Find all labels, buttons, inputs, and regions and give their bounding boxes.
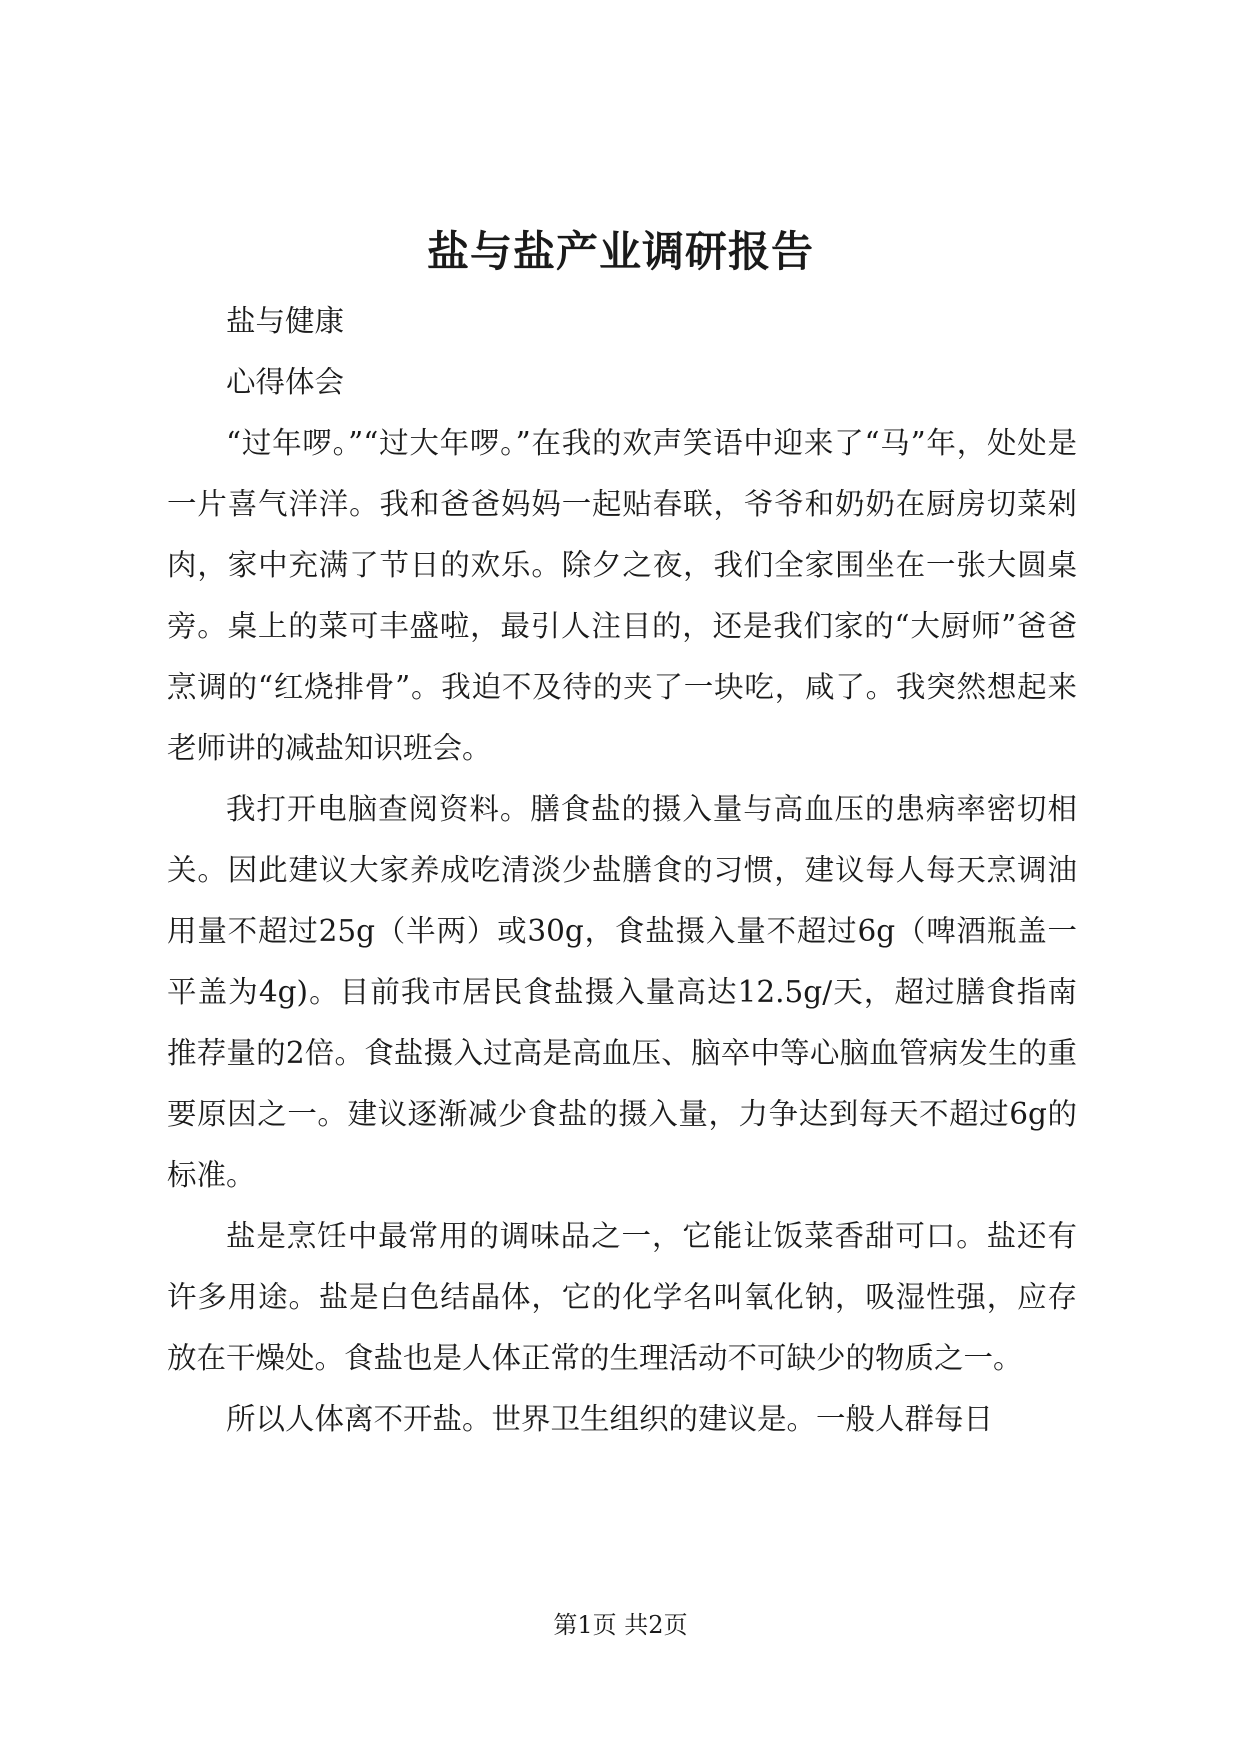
- paragraph: 我打开电脑查阅资料。膳食盐的摄入量与高血压的患病率密切相关。因此建议大家养成吃清淡少盐膳食的习惯，建议每人每天烹调油用量不超过25g（半两）或30g，食盐摄入量不超过6g（啤酒瓶盖一平盖为4g)。目前我市居民食盐摄入量高达12.5g/天，超过膳食指南推荐量的2倍。食盐摄入过高是高血压、脑卒中等心脑血管病发生的重要原因之一。建议逐渐减少食盐的摄入量，力争达到每天不超过6g的标准。: [167, 792, 1077, 1192]
- paragraph-subtitle: 盐与健康: [226, 304, 345, 338]
- paragraph: 盐是烹饪中最常用的调味品之一，它能让饭菜香甜可口。盐还有许多用途。盐是白色结晶体，它的化学名叫氧化钠，吸湿性强，应存放在干燥处。食盐也是人体正常的生理活动不可缺少的物质之一。: [167, 1219, 1077, 1375]
- paragraph: 所以人体离不开盐。世界卫生组织的建议是。一般人群每日: [226, 1402, 994, 1436]
- paragraph-subtitle: 心得体会: [226, 365, 345, 399]
- page-number-footer: 第1页 共2页: [553, 1611, 688, 1639]
- document-body: [167, 291, 1077, 1450]
- paragraph: “过年啰。”“过大年啰。”在我的欢声笑语中迎来了“马”年，处处是一片喜气洋洋。我和爸爸妈妈一起贴春联，爷爷和奶奶在厨房切菜剁肉，家中充满了节日的欢乐。除夕之夜，我们全家围坐在一张大圆桌旁。桌上的菜可丰盛啦，最引人注目的，还是我们家的“大厨师”爸爸烹调的“红烧排骨”。我迫不及待的夹了一块吃，咸了。我突然想起来老师讲的减盐知识班会。: [167, 426, 1077, 765]
- document-title: 盐与盐产业调研报告: [426, 227, 814, 276]
